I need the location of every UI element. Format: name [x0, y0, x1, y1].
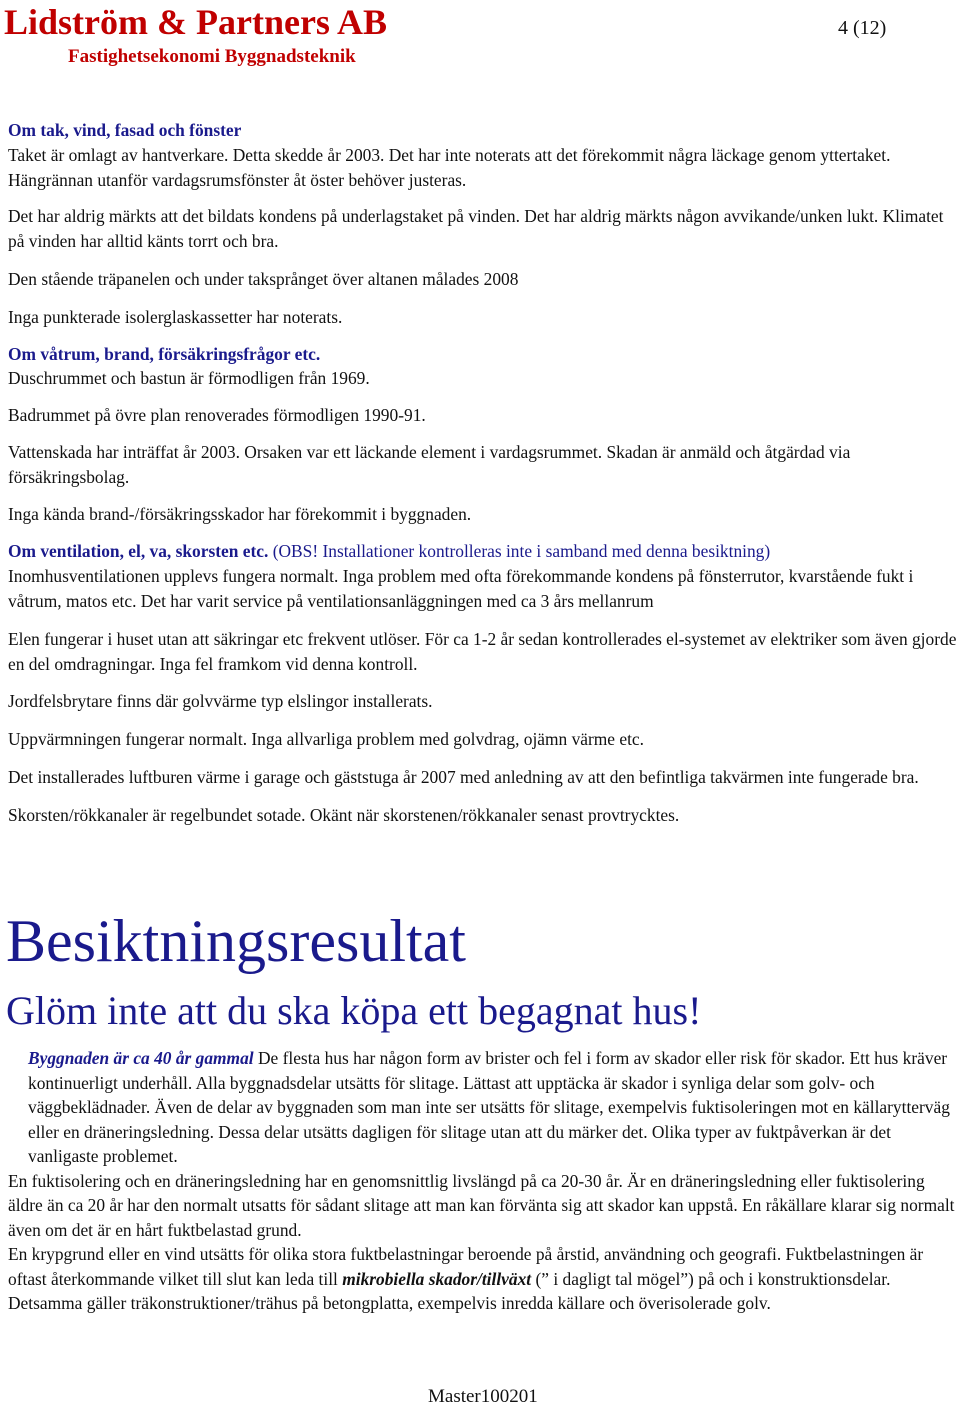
- section-heading-roof: Om tak, vind, fasad och fönster: [8, 120, 242, 140]
- vent-paragraph-3: Jordfelsbrytare finns där golvvärme typ elslingor installerats.: [8, 691, 433, 712]
- roof-paragraph-3: Den stående träpanelen och under taksprånget över altanen målades 2008: [8, 268, 519, 289]
- results-paragraph-2: En fuktisolering och en dräneringsledning har en genomsnittlig livslängd på ca 20-30 år. Är en dräneringsledning eller fuktisolering äldre än ca 20 år har den normalt utsatts för sådant slitage att man kan förvänta sig att skador kan uppstå. En råkällare klarar sig normalt även om det är en hårt fuktbelastad grund.: [8, 1170, 955, 1240]
- results-title: Besiktningsresultat: [6, 908, 466, 974]
- wet-paragraph-4: Inga kända brand-/försäkringsskador har förekommit i byggnaden.: [8, 503, 472, 524]
- section-heading-wet-rooms: Om våtrum, brand, försäkringsfrågor etc.: [8, 343, 321, 364]
- results-paragraph-1-text: De flesta hus har någon form av brister och fel i form av skador eller risk för skador. Ett hus kräver kontinuerligt underhåll. Alla byggnadsdelar utsätts för slitage. Lättast att upptäcka är skador i synliga delar som golv- och väggbeklädnader. Även de delar av byggnaden som man inte ser utsätts för slitage, exempelvis fuktisoleringen mot en källarytterväg eller en dräneringsledning. Dessa delar utsätts dagligen för slitage utan att du märker det. Olika typer av fuktpåverkan är det vanligaste problemet.: [28, 1048, 950, 1166]
- wet-paragraph-3: Vattenskada har inträffat år 2003. Orsaken var ett läckande element i vardagsrummet. Skadan är anmäld och åtgärdad via försäkringsbolag.: [8, 441, 851, 487]
- roof-paragraph-1: Taket är omlagt av hantverkare. Detta skedde år 2003. Det har inte noterats att det förekommit några läckage genom yttertaket. Hängrännan utanför vardagsrumsfönster åt öster behöver justeras.: [8, 144, 891, 190]
- vent-paragraph-6: Skorsten/rökkanaler är regelbundet sotade. Okänt när skorstenen/rökkanaler senast provtrycktes.: [8, 804, 680, 825]
- page-number: 4 (12): [838, 17, 887, 39]
- company-name: Lidström & Partners AB: [4, 2, 387, 42]
- section-heading-ventilation: Om ventilation, el, va, skorsten etc.: [8, 541, 269, 562]
- wet-paragraph-1: Duschrummet och bastun är förmodligen från 1969.: [8, 368, 370, 389]
- vent-paragraph-1: Inomhusventilationen upplevs fungera normalt. Inga problem med ofta förekommande kondens på fönsterrutor, kvarstående fukt i våtrum, matos etc. Det har varit service på ventilationsanläggningen med ca 3 års mellanrum: [8, 566, 914, 611]
- vent-paragraph-5: Det installerades luftburen värme i garage och gäststuga år 2007 med anledning av att den befintliga takvärmen inte fungerade bra.: [8, 766, 919, 787]
- results-paragraph-3-end: (” i dagligt tal mögel”) på och i konstruktionsdelar. Detsamma gäller träkonstruktioner/trähus på betongplatta, exempelvis inredda källare och överisolerade golv.: [8, 1268, 891, 1313]
- footer-code: Master100201: [428, 1386, 538, 1407]
- microbial-damage-emphasis: mikrobiella skador/tillväxt: [342, 1268, 532, 1289]
- results-paragraph-3-start: En krypgrund eller en vind utsätts för olika stora fuktbelastningar beroende på årstid, användning och geografi. Fuktbelastningen är oftast återkommande vilket till slut kan leda till: [8, 1244, 924, 1289]
- vent-paragraph-4: Uppvärmningen fungerar normalt. Inga allvarliga problem med golvdrag, ojämn värme etc.: [8, 729, 644, 750]
- roof-paragraph-2: Det har aldrig märkts att det bildats kondens på underlagstaket på vinden. Det har aldrig märkts någon avvikande/unken lukt. Klimatet på vinden har alltid känts torrt och bra.: [8, 206, 944, 252]
- results-body: [8, 1046, 958, 1316]
- installation-note: (OBS! Installationer kontrolleras inte i samband med denna besiktning): [272, 541, 771, 562]
- inspection-notes: [8, 118, 958, 828]
- vent-paragraph-2: Elen fungerar i huset utan att säkringar etc frekvent utlöser. För ca 1-2 år sedan kontrollerades el-systemet av elektriker som även gjorde en del omdragningar. Inga fel framkom vid denna kontroll.: [8, 628, 957, 674]
- roof-paragraph-4: Inga punkterade isolerglaskassetter har noterats.: [8, 306, 343, 327]
- results-subtitle: Glöm inte att du ska köpa ett begagnat hus!: [6, 988, 702, 1033]
- section-heading-ventilation-line: [8, 539, 958, 564]
- building-age-lead: Byggnaden är ca 40 år gammal: [28, 1048, 254, 1068]
- results-paragraph-1: [8, 1046, 958, 1169]
- wet-paragraph-2: Badrummet på övre plan renoverades förmodligen 1990-91.: [8, 405, 426, 426]
- company-tagline: Fastighetsekonomi Byggnadsteknik: [68, 46, 356, 67]
- results-paragraph-3: [8, 1242, 958, 1316]
